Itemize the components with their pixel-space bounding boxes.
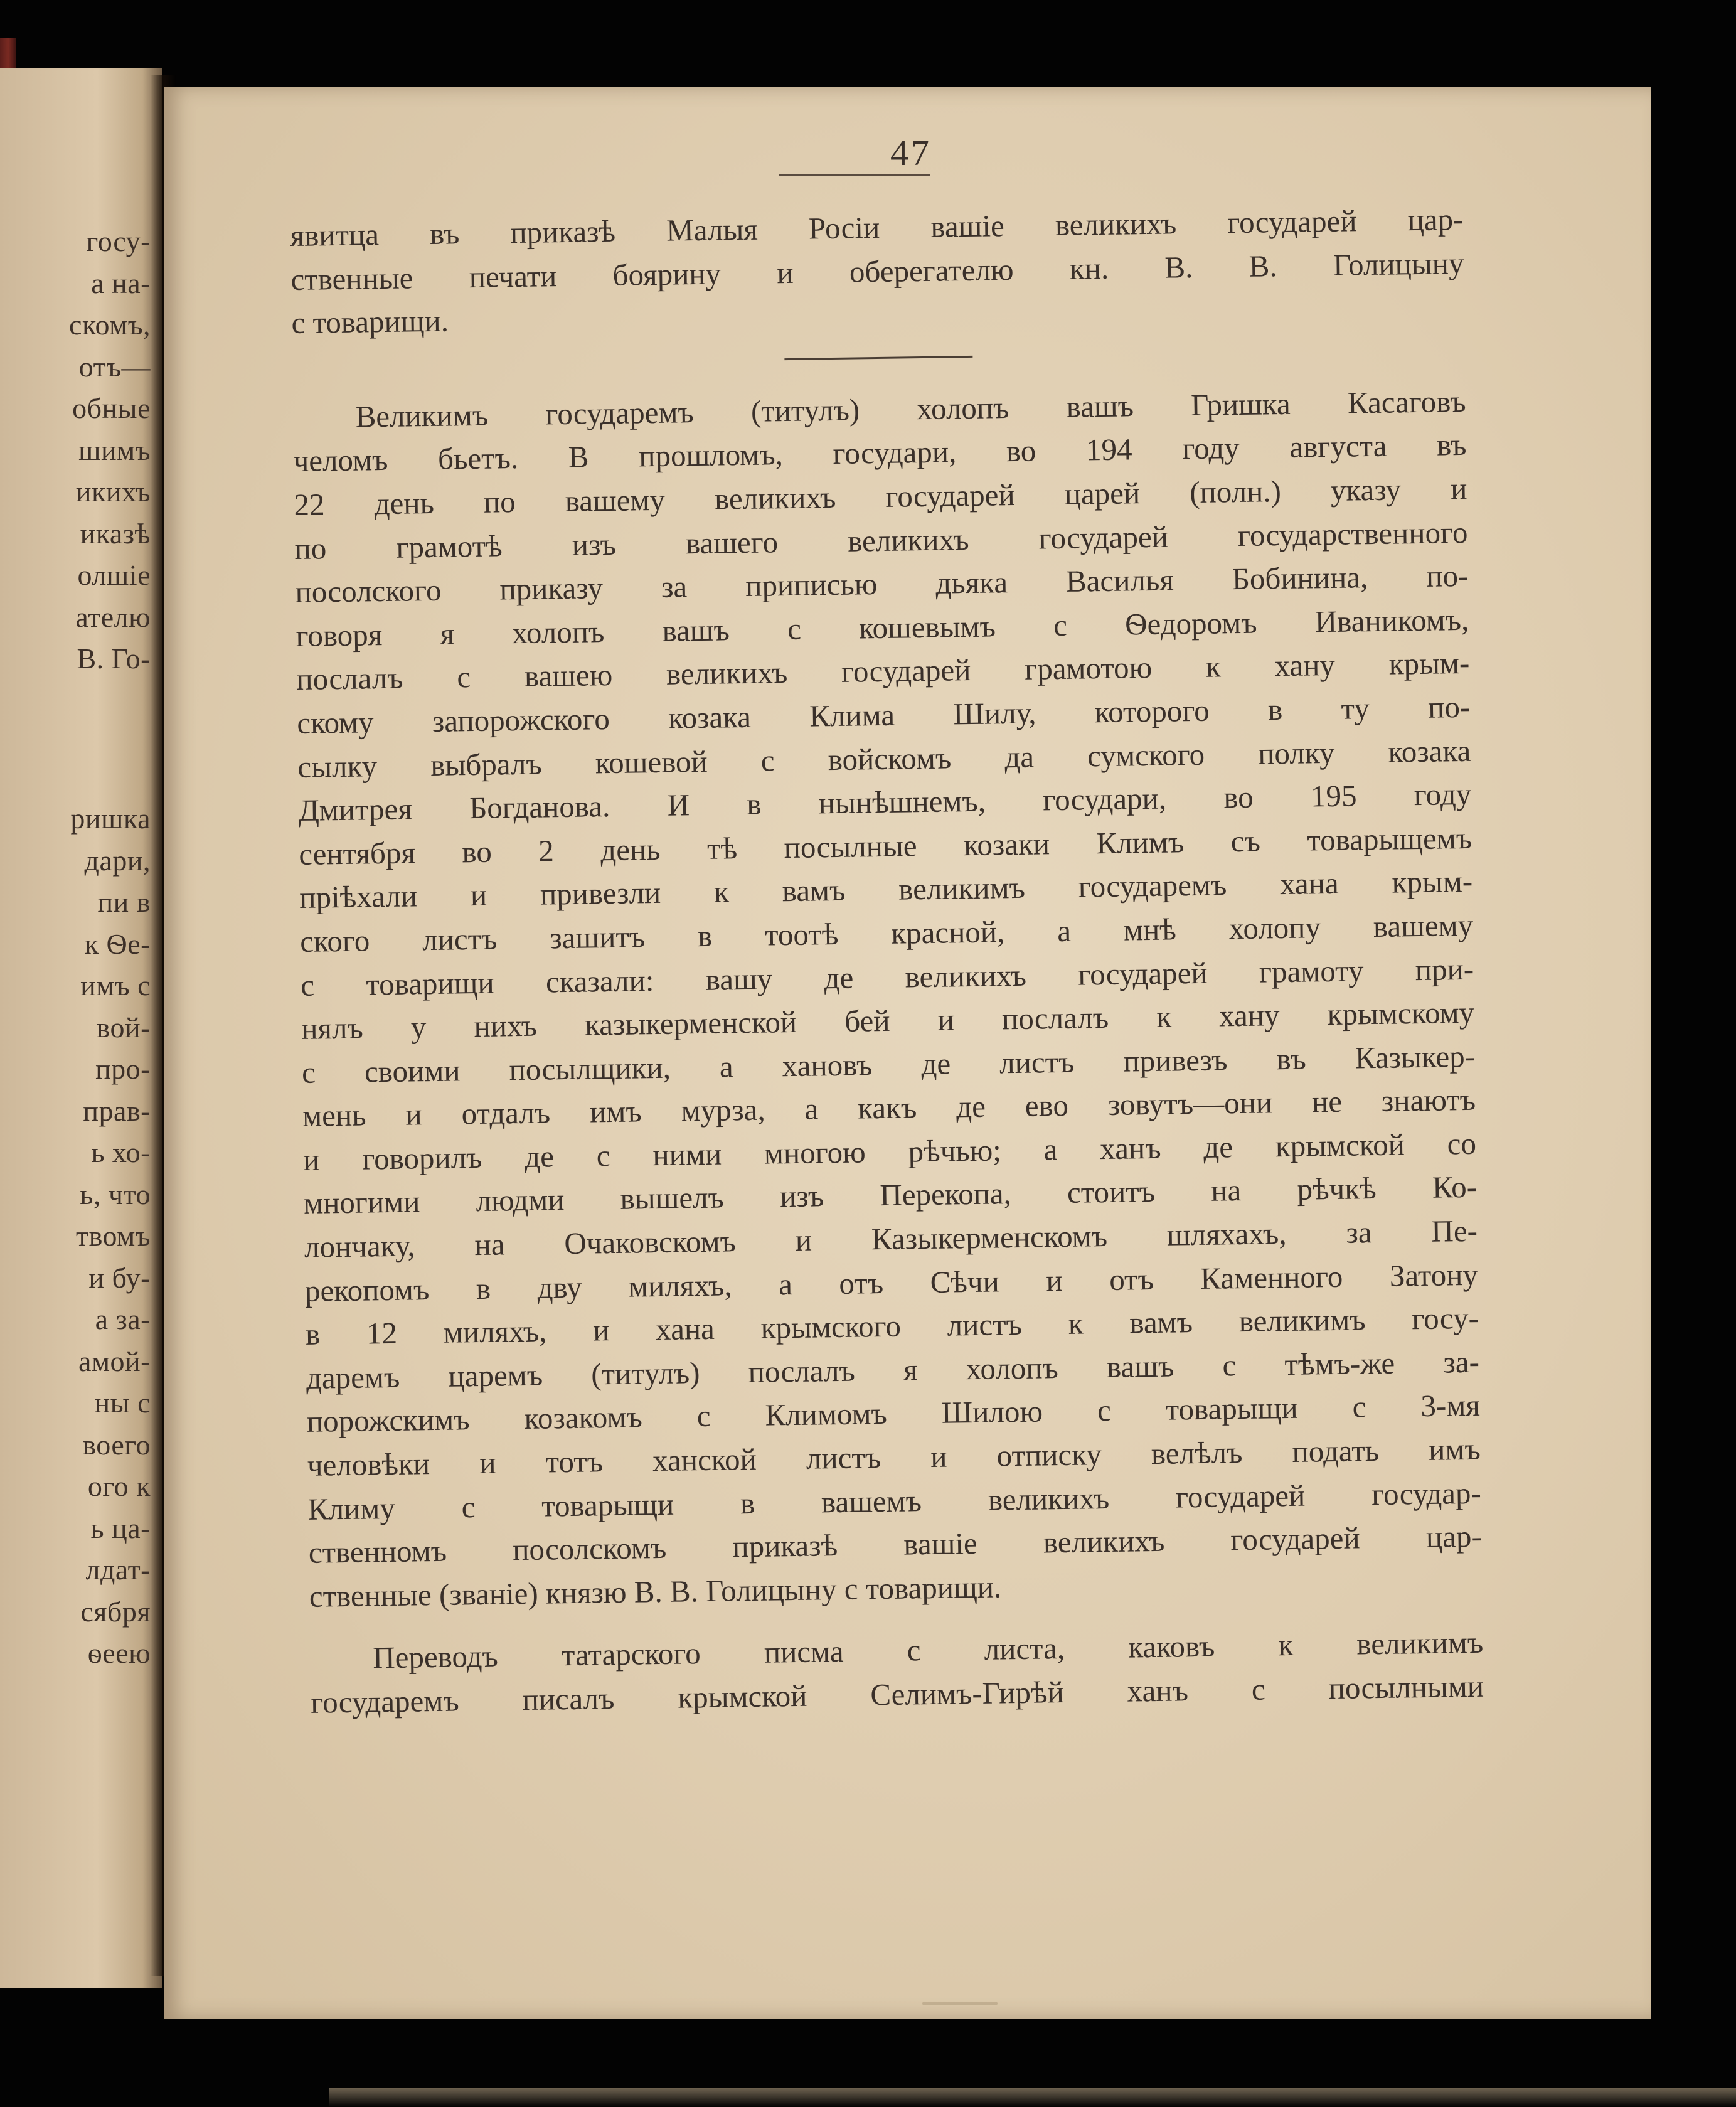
- text-line: по грамотѣ изъ вашего великихъ государей государственного: [294, 515, 1468, 566]
- left-page-line-fragment: вой-: [96, 1011, 151, 1043]
- left-page-line-fragment: про-: [95, 1053, 151, 1085]
- text-line: ского листъ зашитъ в тоотѣ красной, а мнѣ холопу вашему: [299, 907, 1474, 959]
- left-page-line-fragment: имъ с: [80, 969, 151, 1001]
- page-bottom-edge: [329, 2088, 1736, 2107]
- text-line: челомъ бьетъ. В прошломъ, государи, во 194 году августа въ: [293, 427, 1467, 479]
- text-line: с товарищи.: [291, 303, 449, 341]
- text-line: послалъ с вашею великихъ государей грамотою к хану крым-: [296, 646, 1470, 697]
- text-line: человѣки и тотъ ханской листъ и отписку велѣлъ подать имъ: [307, 1431, 1481, 1483]
- left-page-line-fragment: олшiе: [77, 559, 151, 591]
- left-page-line-fragment: к Ѳе-: [84, 927, 151, 960]
- left-page-line-fragment: воего: [82, 1428, 151, 1461]
- text-line: сентября во 2 день тѣ посылные козаки Климъ съ товарыщемъ: [298, 820, 1472, 872]
- text-line: порожскимъ козакомъ с Климомъ Шилою с товарыщи с 3-мя: [306, 1388, 1481, 1439]
- right-page: [164, 87, 1651, 2019]
- text-line: посолского приказу за приписью дьяка Василья Бобинина, по-: [295, 558, 1469, 610]
- paragraph-3: [310, 1621, 1484, 1724]
- left-page-line-fragment: а за-: [95, 1303, 151, 1335]
- text-line: явитца въ приказѣ Малыя Росiи вашiе великихъ государей цар-: [290, 201, 1464, 253]
- text-line: нялъ у нихъ казыкерменской бей и послалъ к хану крымскому: [301, 995, 1475, 1047]
- left-page-line-fragment: лдат-: [85, 1554, 151, 1586]
- left-page-line-fragment: а на-: [91, 267, 151, 299]
- left-page-line-fragment: отъ—: [78, 350, 151, 383]
- text-line: лончаку, на Очаковскомъ и Казыкерменскомъ шляхахъ, за Пе-: [304, 1213, 1478, 1264]
- text-line: с товарищи сказали: вашу де великихъ государей грамоту при-: [300, 951, 1474, 1003]
- text-line: ственные печати боярину и оберегателю кн. В. В. Голицыну: [290, 245, 1464, 297]
- page-number: 47: [890, 132, 932, 173]
- left-page-line-fragment: твомъ: [75, 1220, 151, 1252]
- page-text: [290, 198, 1484, 1724]
- text-line: прiѣхали и привезли к вамъ великимъ государемъ хана крым-: [299, 864, 1473, 915]
- text-line: государемъ писалъ крымской Селимъ-Гирѣй ханъ с посылными: [310, 1668, 1484, 1720]
- text-line: сылку выбралъ кошевой с войскомъ да сумского полку козака: [297, 733, 1471, 784]
- left-page-line-fragment: ателю: [75, 600, 151, 633]
- text-line: скому запорожского козака Клима Шилу, которого в ту по-: [297, 689, 1471, 740]
- left-page-line-fragment: обные: [72, 392, 151, 424]
- left-page-line-fragment: иказѣ: [80, 517, 151, 550]
- left-page-line-fragment: и бу-: [88, 1261, 151, 1294]
- text-line: многими людми вышелъ изъ Перекопа, стоитъ на рѣчкѣ Ко-: [303, 1170, 1478, 1221]
- text-line: даремъ царемъ (титулъ) послалъ я холопъ вашъ с тѣмъ-же за-: [306, 1344, 1480, 1395]
- left-page-line-fragment: ришка: [70, 803, 151, 835]
- left-page-line-fragment: ь хо-: [91, 1136, 151, 1168]
- left-page-line-fragment: ого к: [87, 1470, 151, 1502]
- left-page-line-fragment: прав-: [83, 1094, 151, 1127]
- page-stain: [922, 2002, 998, 2005]
- left-page-line-fragment: В. Го-: [77, 643, 151, 675]
- text-line: и говорилъ де с ними многою рѣчью; а ханъ де крымской со: [302, 1126, 1477, 1177]
- text-line: с своими посылщики, а хановъ де листъ привезъ въ Казыкер-: [301, 1038, 1476, 1090]
- left-page-line-fragment: икихъ: [75, 476, 151, 508]
- left-page-line-fragment: госу-: [86, 225, 151, 257]
- left-page-line-fragment: скомъ,: [69, 309, 151, 341]
- left-page-line-fragment: ь ца-: [90, 1512, 151, 1544]
- left-page-line-fragment: ь, что: [80, 1178, 151, 1210]
- left-page-line-fragment: пи в: [97, 886, 151, 918]
- text-line: мень и отдалъ имъ мурза, а какъ де ево зовутъ—они не знаютъ: [302, 1082, 1476, 1134]
- text-line: Переводъ татарского писма с листа, каковъ к великимъ: [372, 1625, 1484, 1675]
- text-line: рекопомъ в дву миляхъ, а отъ Сѣчи и отъ Каменного Затону: [304, 1257, 1479, 1308]
- left-page-line-fragment: шимъ: [78, 434, 151, 466]
- text-line: ственномъ посолскомъ приказѣ вашiе великихъ государей цар-: [308, 1518, 1483, 1571]
- text-line: Великимъ государемъ (титулъ) холопъ вашъ Гришка Касаговъ: [355, 383, 1466, 434]
- text-line: Дмитрея Богданова. И в нынѣшнемъ, государи, во 195 году: [297, 776, 1472, 828]
- left-page-line-fragment: ны с: [94, 1387, 151, 1419]
- text-line: говоря я холопъ вашъ с кошевымъ с Ѳедоромъ Иваникомъ,: [296, 602, 1469, 653]
- left-page-line-fragment: ѳеею: [87, 1637, 151, 1669]
- text-line: в 12 миляхъ, и хана крымского листъ к вамъ великимъ госу-: [305, 1301, 1479, 1352]
- left-page-line-fragment: сября: [80, 1595, 151, 1628]
- section-separator: [784, 356, 972, 360]
- page-number-rule: [779, 174, 930, 176]
- paragraph-2: [292, 380, 1483, 1619]
- text-line: Климу с товарыщи в вашемъ великихъ государей государ-: [307, 1475, 1482, 1527]
- text-line: ственные (званiе) князю В. В. Голицыну с товарищи.: [309, 1569, 1002, 1614]
- left-page-line-fragment: дари,: [84, 844, 151, 877]
- text-line: 22 день по вашему великихъ государей царей (полн.) указу и: [294, 471, 1467, 522]
- left-facing-page: [0, 68, 162, 1988]
- left-page-line-fragment: амой-: [78, 1345, 151, 1377]
- paragraph-1: [290, 198, 1465, 345]
